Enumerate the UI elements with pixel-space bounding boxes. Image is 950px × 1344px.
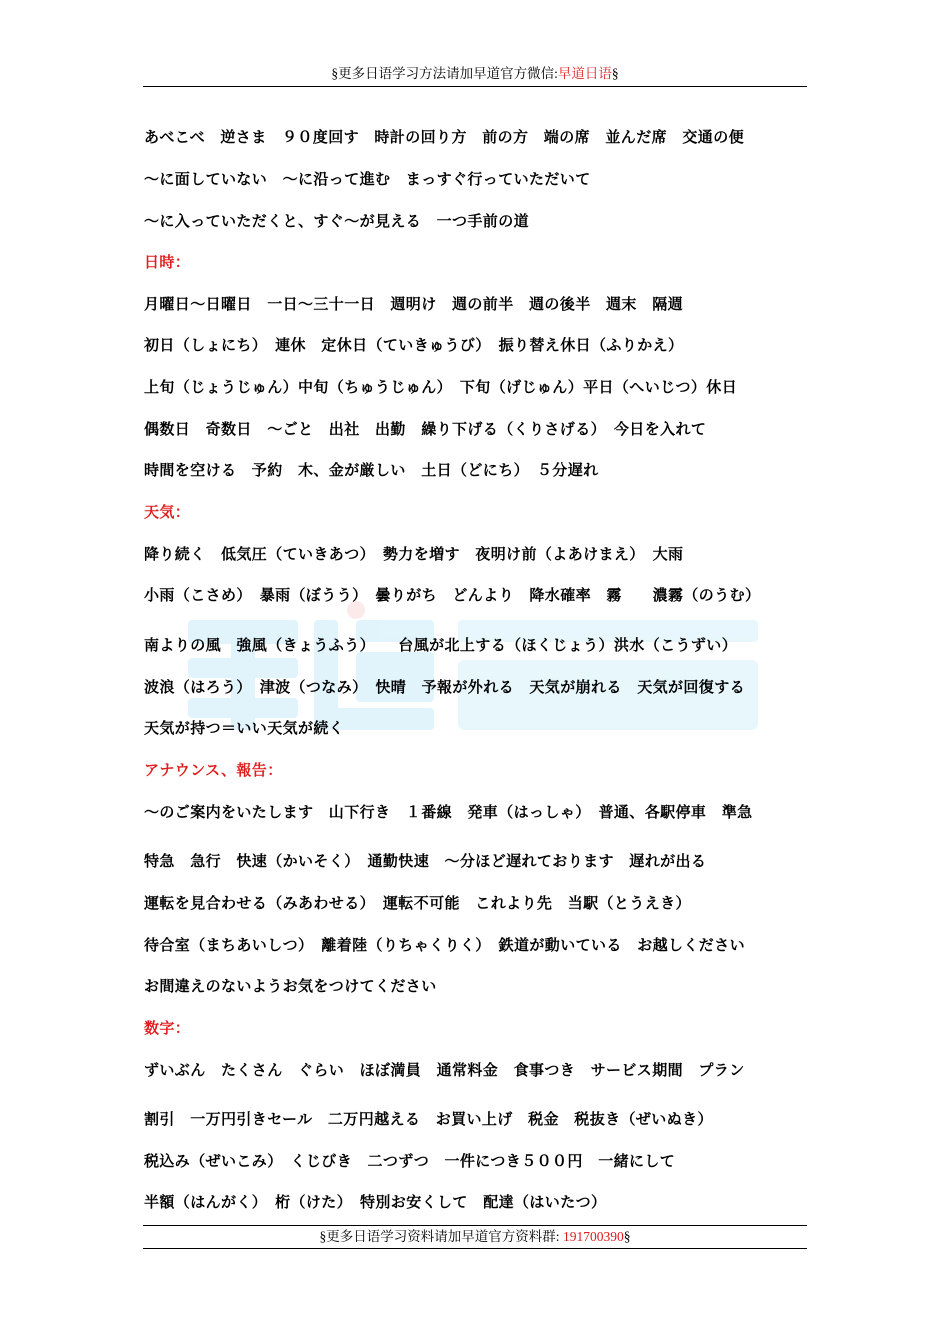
text-line-datetime-3: 上旬（じょうじゅん）中旬（ちゅうじゅん） 下旬（げじゅん）平日（へいじつ）休日 [144, 378, 738, 396]
text-line-weather-3: 南よりの風 強風（きょうふう） 台風が北上する（ほくじょう）洪水（こうずい） [144, 636, 738, 654]
text-line-announcement-1: ～のご案内をいたします 山下行き １番線 発車（はっしゃ） 普通、各駅停車 準急 [144, 803, 753, 821]
text-line-weather-1: 降り続く 低気圧（ていきあつ） 勢力を増す 夜明け前（よあけまえ） 大雨 [144, 545, 684, 563]
section-heading-numbers: 数字： [144, 1019, 191, 1037]
page-footer [143, 1227, 807, 1247]
footer-suffix: § [623, 1229, 631, 1244]
footer-group-number: 191700390 [562, 1229, 624, 1244]
text-line-datetime-5: 時間を空ける 予約 木、金が厳しい 土日（どにち） ５分遅れ [144, 461, 599, 479]
text-line-direction-1: あべこべ 逆さま ９０度回す 時計の回り方 前の方 端の席 並んだ席 交通の便 [144, 128, 745, 146]
text-line-weather-4: 波浪（はろう） 津波（つなみ） 快晴 予報が外れる 天気が崩れる 天気が回復する [144, 678, 746, 696]
section-heading-datetime: 日時： [144, 253, 191, 271]
page-header [143, 64, 807, 84]
text-line-announcement-4: 待合室（まちあいしつ） 離着陸（りちゃくりく） 鉄道が動いている お越しください [144, 936, 746, 954]
footer-prefix: §更多日语学习资料请加早道官方资料群: [319, 1229, 563, 1244]
text-line-numbers-4: 半額（はんがく） 桁（けた） 特別お安くして 配達（はいたつ） [144, 1193, 607, 1211]
text-line-numbers-2: 割引 一万円引きセール 二万円越える お買い上げ 税金 税抜き（ぜいぬき） [144, 1110, 713, 1128]
header-wechat-name: 早道日语 [557, 66, 612, 81]
section-heading-announcement: アナウンス、報告： [144, 761, 283, 779]
text-line-numbers-3: 税込み（ぜいこみ） くじびき 二つずつ 一件につき５００円 一緒にして [144, 1152, 676, 1170]
text-line-datetime-2: 初日（しょにち） 連休 定休日（ていきゅうび） 振り替え休日（ふりかえ） [144, 336, 684, 354]
header-rule [143, 86, 807, 87]
section-heading-weather: 天気： [144, 503, 191, 521]
text-line-direction-2: ～に面していない ～に沿って進む まっすぐ行っていただいて [144, 170, 591, 188]
text-line-direction-3: ～に入っていただくと、すぐ～が見える 一つ手前の道 [144, 212, 530, 230]
header-suffix: § [611, 66, 619, 81]
text-line-announcement-5: お間違えのないようお気をつけてください [144, 977, 437, 995]
header-prefix: §更多日语学习方法请加早道官方微信: [331, 66, 558, 81]
text-line-datetime-1: 月曜日～日曜日 一日～三十一日 週明け 週の前半 週の後半 週末 隔週 [144, 295, 684, 313]
text-line-announcement-2: 特急 急行 快速（かいそく） 通勤快速 ～分ほど遅れております 遅れが出る [144, 852, 707, 870]
footer-top-rule [143, 1225, 807, 1226]
text-line-announcement-3: 運転を見合わせる（みあわせる） 運転不可能 これより先 当駅（とうえき） [144, 894, 691, 912]
text-line-numbers-1: ずいぶん たくさん ぐらい ほぼ満員 通常料金 食事つき サービス期間 プラン [144, 1061, 745, 1079]
footer-bottom-rule [143, 1248, 807, 1249]
text-line-weather-5: 天気が持つ＝いい天気が続く [144, 719, 345, 737]
text-line-datetime-4: 偶数日 奇数日 ～ごと 出社 出勤 繰り下げる（くりさげる） 今日を入れて [144, 420, 707, 438]
text-line-weather-2: 小雨（こさめ） 暴雨（ぼうう） 曇りがち どんより 降水確率 霧 濃霧（のうむ） [144, 586, 761, 604]
